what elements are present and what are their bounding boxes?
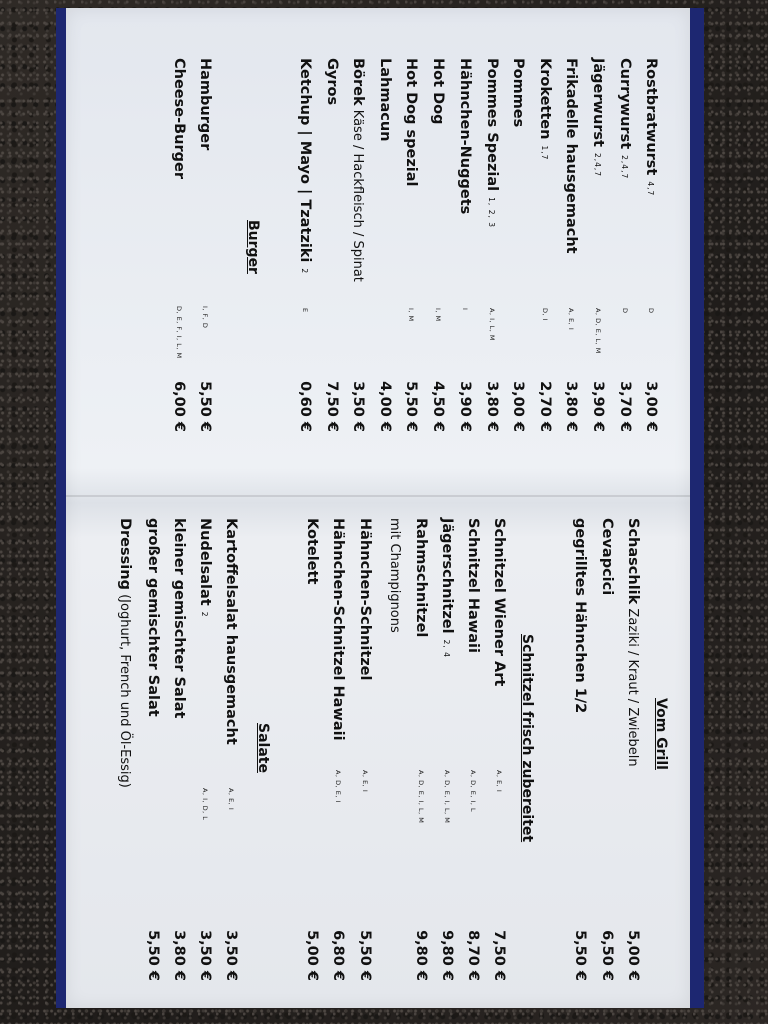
schnitzel-item-name-text: Kotelett xyxy=(304,518,320,585)
left-item-price: 3,80 € xyxy=(563,381,579,432)
left-item-name xyxy=(376,58,394,141)
burger-item-allergens: D, E, F, I, L, M xyxy=(175,306,183,359)
left-item-allergens: D xyxy=(647,308,655,314)
schnitzel-item-name xyxy=(412,518,430,637)
salad-item-price: 3,50 € xyxy=(197,930,213,981)
left-item-price: 3,70 € xyxy=(617,381,633,432)
left-item-allergens: A, I, L, M xyxy=(488,308,496,341)
left-item-name xyxy=(482,58,501,228)
left-item-name xyxy=(535,58,554,160)
salad-item-allergens: A, I, D, L xyxy=(201,788,209,821)
left-item-allergens: A, D, E, L, M xyxy=(594,308,602,354)
grill-heading: Vom Grill xyxy=(653,698,669,770)
burger-item-allergens: I, F, D xyxy=(201,306,209,329)
burger-item-name-text: Cheese-Burger xyxy=(171,58,187,180)
schnitzel-item-price: 9,80 € xyxy=(439,930,455,981)
schnitzel-item-allergens: A, D, E, I, L xyxy=(469,770,477,813)
salad-item-price: 3,50 € xyxy=(223,930,239,981)
left-item-name-text: Hot Dog spezial xyxy=(403,58,419,187)
salad-item-name xyxy=(195,518,214,618)
schnitzel-item-name xyxy=(437,518,456,658)
schnitzel-item-price: 5,50 € xyxy=(357,930,373,981)
schnitzel-item-name xyxy=(464,518,482,653)
left-item-additives: 2,4,7 xyxy=(620,155,629,180)
left-item-name-text: Jägerwurst xyxy=(590,58,606,147)
grill-item-price: 6,50 € xyxy=(599,930,615,981)
burger-item-name xyxy=(170,58,188,179)
grill-item-name-text: gegrilltes Hähnchen 1/2 xyxy=(572,518,588,714)
left-item-name-text: Ketchup | Mayo | Tzatziki xyxy=(297,58,313,263)
left-item-name xyxy=(562,58,580,254)
schnitzel-item-allergens: A, D, E, I, L, M xyxy=(417,770,425,824)
grill-item-name xyxy=(571,518,589,713)
schnitzel-item-name-text: mit Champignons xyxy=(387,518,402,633)
left-item-allergens: E xyxy=(301,308,309,313)
left-item-price: 3,50 € xyxy=(350,381,366,432)
left-item-name-text: Pommes Spezial xyxy=(484,58,500,192)
left-item-allergens: A, E, I xyxy=(567,308,575,331)
left-item-name-text: Hot Dog xyxy=(430,58,446,125)
burger-item-price: 5,50 € xyxy=(197,381,213,432)
left-item-price: 3,80 € xyxy=(484,381,500,432)
menu-sheet xyxy=(56,8,704,1008)
grill-item-price: 5,50 € xyxy=(572,930,588,981)
left-item-name xyxy=(615,58,634,179)
schnitzel-item-allergens: A, D, E, I xyxy=(334,770,342,803)
left-item-name-text: Rostbratwurst xyxy=(643,58,659,176)
schnitzel-item-price: 8,70 € xyxy=(465,930,481,981)
schnitzel-item-price: 7,50 € xyxy=(491,930,507,981)
left-item-price: 3,00 € xyxy=(643,381,659,432)
left-item-name-text: Frikadelle hausgemacht xyxy=(563,58,579,254)
salad-item-name-text: Nudelsalat xyxy=(197,518,213,606)
grill-item-name xyxy=(623,518,642,767)
salad-item-name-text: kleiner gemischter Salat xyxy=(171,518,187,719)
schnitzel-item-allergens: A, D, E, I, L, M xyxy=(443,770,451,824)
left-item-name xyxy=(509,58,527,127)
center-fold xyxy=(66,495,690,497)
salad-item-price: 3,80 € xyxy=(171,930,187,981)
left-item-price: 4,00 € xyxy=(377,381,393,432)
left-item-additives: 2 xyxy=(300,268,309,275)
schnitzel-item-additives: 2, 4 xyxy=(442,639,451,658)
schnitzel-item-name xyxy=(356,518,374,681)
left-item-allergens: D xyxy=(621,308,629,314)
burger-heading: Burger xyxy=(245,220,261,274)
grill-item-name xyxy=(598,518,616,595)
left-item-additives: 4,7 xyxy=(646,181,655,197)
salad-item-price: 5,50 € xyxy=(145,930,161,981)
left-item-additives: 1,7 xyxy=(540,145,549,161)
schnitzel-item-price: 6,80 € xyxy=(330,930,346,981)
left-item-allergens: I, M xyxy=(434,308,442,322)
left-item-allergens: I xyxy=(461,308,469,311)
left-item-allergens: I, M xyxy=(407,308,415,322)
salad-item-name xyxy=(170,518,188,719)
salad-item-description: (Joghurt, French und Öl-Essig) xyxy=(117,589,132,788)
schnitzel-item-name xyxy=(490,518,508,686)
left-item-name xyxy=(588,58,607,177)
left-item-price: 2,70 € xyxy=(537,381,553,432)
salad-item-name-text: Dressing xyxy=(117,518,133,590)
salad-item-name xyxy=(144,518,162,717)
schnitzel-item-name xyxy=(329,518,347,741)
salad-item-name xyxy=(115,518,134,788)
left-item-additives: 2,4,7 xyxy=(593,152,602,178)
schnitzel-item-name-text: Schnitzel Wiener Art xyxy=(491,518,507,687)
salad-item-additives: 2 xyxy=(200,611,209,618)
grill-item-name-text: Cevapcici xyxy=(599,518,615,596)
schnitzel-heading: Schnitzel frisch zubereitet xyxy=(519,634,535,843)
left-item-price: 7,50 € xyxy=(324,381,340,432)
schnitzel-item-name-text: Rahmschnitzel xyxy=(413,518,429,638)
grill-item-description: Zaziki / Kraut / Zwiebeln xyxy=(625,604,640,767)
left-item-price: 5,50 € xyxy=(403,381,419,432)
burger-item-name xyxy=(196,58,214,150)
left-item-name-text: Börek xyxy=(350,58,366,106)
left-item-price: 0,60 € xyxy=(297,381,313,432)
schnitzel-item-price: 9,80 € xyxy=(413,930,429,981)
left-item-name-text: Gyros xyxy=(324,58,340,106)
left-item-additives: 1, 2, 3 xyxy=(487,197,496,229)
left-item-name xyxy=(348,58,367,282)
salad-item-name-text: großer gemischter Salat xyxy=(145,518,161,717)
schnitzel-item-name-text: Schnitzel Hawaii xyxy=(465,518,481,653)
schnitzel-item-price: 5,00 € xyxy=(304,930,320,981)
schnitzel-item-name-text: Hähnchen-Schnitzel Hawaii xyxy=(330,518,346,741)
left-item-name-text: Hähnchen-Nuggets xyxy=(457,58,473,215)
left-item-price: 3,90 € xyxy=(457,381,473,432)
left-item-name xyxy=(295,58,314,274)
grill-item-price: 5,00 € xyxy=(625,930,641,981)
salad-item-allergens: A, E, I xyxy=(227,788,235,811)
left-item-name xyxy=(456,58,474,214)
left-item-name-text: Pommes xyxy=(510,58,526,128)
salad-item-name xyxy=(222,518,240,745)
burger-item-price: 6,00 € xyxy=(171,381,187,432)
left-item-name-text: Currywurst xyxy=(617,58,633,150)
left-item-description: Käse / Hackfleisch / Spinat xyxy=(350,105,365,282)
left-item-name-text: Lahmacun xyxy=(377,58,393,142)
left-item-price: 3,90 € xyxy=(590,381,606,432)
left-item-price: 3,00 € xyxy=(510,381,526,432)
burger-item-name-text: Hamburger xyxy=(197,58,213,151)
salad-heading: Salate xyxy=(255,723,271,773)
left-item-name xyxy=(402,58,420,187)
schnitzel-item-allergens: A, E, I xyxy=(495,770,503,793)
left-item-name xyxy=(323,58,341,105)
grill-item-name-text: Schaschlik xyxy=(625,518,641,605)
schnitzel-item-name xyxy=(303,518,321,584)
schnitzel-item-allergens: A, E, I xyxy=(361,770,369,793)
salad-item-name-text: Kartoffelsalat hausgemacht xyxy=(223,518,239,745)
left-item-price: 4,50 € xyxy=(430,381,446,432)
schnitzel-item-name-text: Hähnchen-Schnitzel xyxy=(357,518,373,681)
schnitzel-item-name xyxy=(385,518,404,633)
left-item-name xyxy=(641,58,660,196)
left-item-name xyxy=(429,58,447,124)
left-item-allergens: D, I xyxy=(541,308,549,322)
left-item-name-text: Kroketten xyxy=(537,58,553,140)
schnitzel-item-name-text: Jägerschnitzel xyxy=(439,518,455,634)
